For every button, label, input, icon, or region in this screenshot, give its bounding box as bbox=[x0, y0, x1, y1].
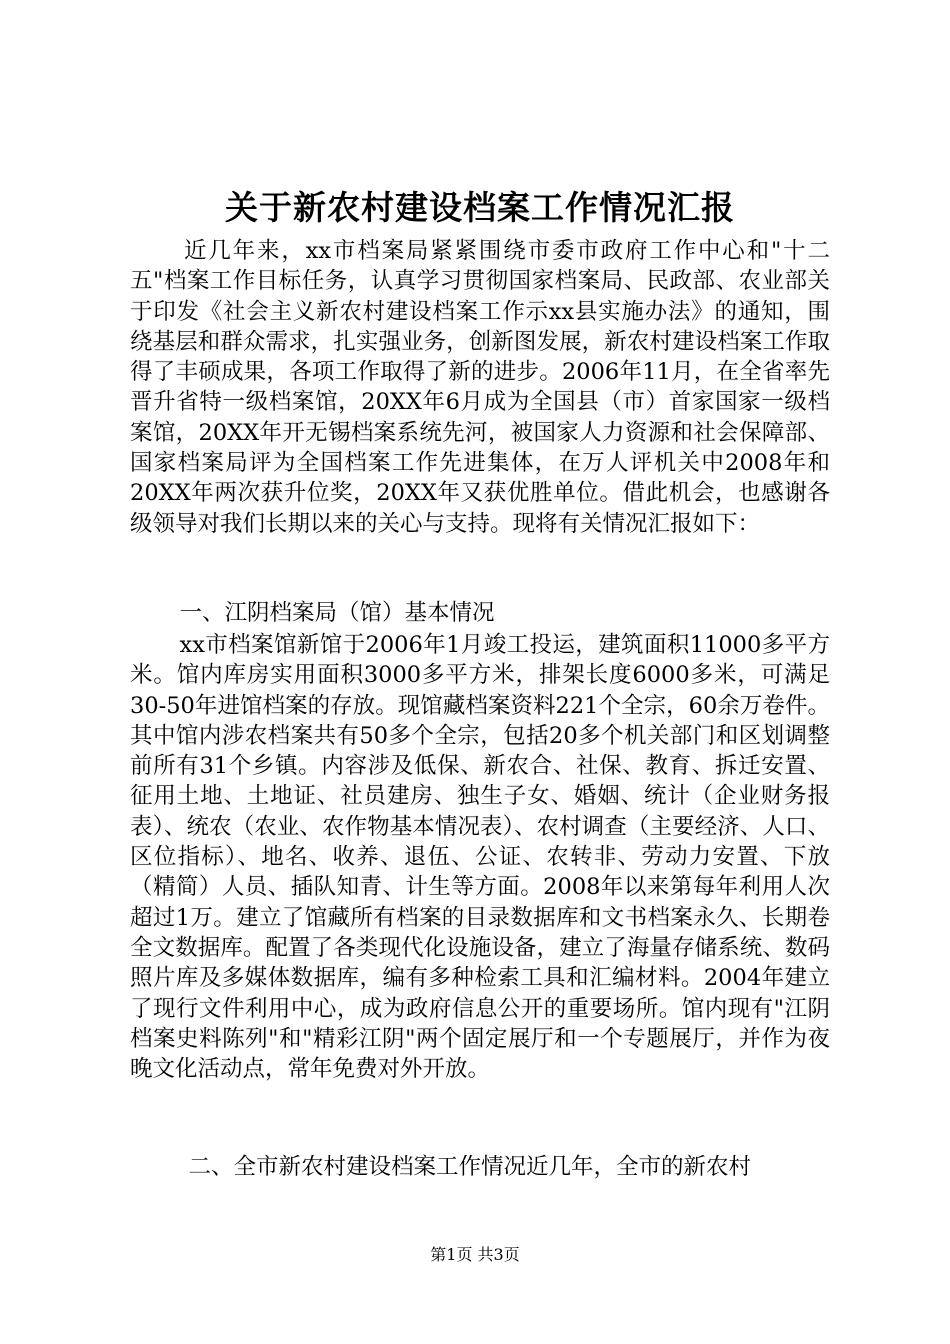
section-1-paragraph: xx市档案馆新馆于2006年1月竣工投运，建筑面积11000多平方米。馆内库房实用面积3000多平方米，排架长度6000多米，可满足30-50年进馆档案的存放。现馆藏档案资料221个全宗，60余万卷件。其中馆内涉农档案共有50多个全宗，包括20多个机关部门和区划调整前所有31个乡镇。内容涉及低保、新农合、社保、教育、拆迁安置、征用土地、土地证、社员建房、独生子女、婚姻、统计（企业财务报表）、统农（农业、农作物基本情况表）、农村调查（主要经济、人口、区位指标）、地名、收养、退伍、公证、农转非、劳动力安置、下放（精简）人员、插队知青、计生等方面。2008年以来第每年利用人次超过1万。建立了馆藏所有档案的目录数据库和文书档案永久、长期卷全文数据库。配置了各类现代化设施设备，建立了海量存储系统、数码照片库及多媒体数据库，编有多种检索工具和汇编材料。2004年建立了现行文件利用中心，成为政府信息公开的重要场所。馆内现有"江阴档案史料陈列"和"精彩江阴"两个固定展厅和一个专题展厅，并作为夜晚文化活动点，常年免费对外开放。 bbox=[130, 632, 830, 1083]
intro-paragraph: 近几年来，xx市档案局紧紧围绕市委市政府工作中心和"十二五"档案工作目标任务，认真学习贯彻国家档案局、民政部、农业部关于印发《社会主义新农村建设档案工作示xx县实施办法》的通知，围绕基层和群众需求，扎实强业务，创新图发展，新农村建设档案工作取得了丰硕成果，各项工作取得了新的进步。2006年11月，在全省率先晋升省特一级档案馆，20XX年6月成为全国县（市）首家国家一级档案馆，20XX年开无锡档案系统先河，被国家人力资源和社会保障部、国家档案局评为全国档案工作先进集体，在万人评机关中2008年和20XX年两次获升位奖，20XX年又获优胜单位。借此机会，也感谢各级领导对我们长期以来的关心与支持。现将有关情况汇报如下： bbox=[130, 238, 830, 537]
section-2-paragraph: 二、全市新农村建设档案工作情况近几年，全市的新农村 bbox=[188, 1154, 752, 1180]
section-heading-1: 一、江阴档案局（馆）基本情况 bbox=[179, 600, 495, 626]
document-title: 关于新农村建设档案工作情况汇报 bbox=[225, 188, 735, 227]
page-number-footer: 第1页 共3页 bbox=[430, 1245, 520, 1264]
